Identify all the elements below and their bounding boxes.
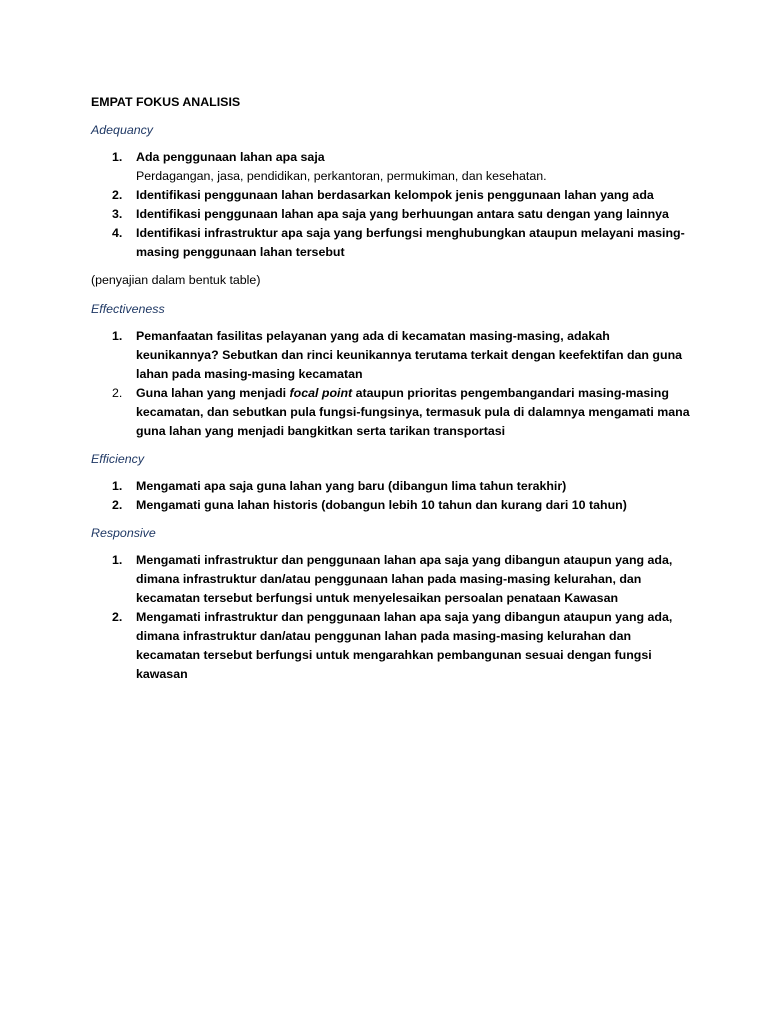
adequancy-note: (penyajian dalam bentuk table) <box>91 273 261 287</box>
list-item-text: Mengamati guna lahan historis (dobangun lebih 10 tahun dan kurang dari 10 tahun) <box>136 498 627 512</box>
list-number: 2. <box>112 610 123 624</box>
section-heading-efficiency: Efficiency <box>91 452 145 466</box>
list-item <box>91 186 691 205</box>
list-item-text: Identifikasi penggunaan lahan apa saja yang berhuungan antara satu dengan yang lainnya <box>136 207 669 221</box>
efficiency-list <box>91 477 691 515</box>
list-item <box>91 148 691 186</box>
list-item-text: Mengamati apa saja guna lahan yang baru (dibangun lima tahun terakhir) <box>136 479 567 493</box>
list-item <box>91 496 691 515</box>
list-item <box>91 477 691 496</box>
list-item <box>91 205 691 224</box>
list-number: 3. <box>112 207 123 221</box>
list-item <box>91 551 691 608</box>
list-number: 2. <box>112 498 123 512</box>
list-number: 2. <box>112 386 123 400</box>
list-number: 1. <box>112 553 123 567</box>
section-heading-responsive: Responsive <box>91 526 156 540</box>
list-item <box>91 224 691 262</box>
list-number: 1. <box>112 479 123 493</box>
list-number: 4. <box>112 226 123 240</box>
list-item-emphasis: focal point <box>289 386 353 400</box>
list-number: 2. <box>112 188 123 202</box>
list-number: 1. <box>112 150 123 164</box>
adequancy-list <box>91 148 691 262</box>
section-heading-adequancy: Adequancy <box>91 123 154 137</box>
list-item-text: Identifikasi penggunaan lahan berdasarkan kelompok jenis penggunaan lahan yang ada <box>136 188 654 202</box>
list-item <box>91 384 691 441</box>
section-heading-effectiveness: Effectiveness <box>91 302 165 316</box>
list-item <box>91 608 691 684</box>
list-item-text: Identifikasi infrastruktur apa saja yang berfungsi menghubungkan ataupun melayani masing-masing penggunaan lahan tersebut <box>136 226 685 259</box>
responsive-list <box>91 551 691 684</box>
list-item-text: Pemanfaatan fasilitas pelayanan yang ada di kecamatan masing-masing, adakah keunikannya? Sebutkan dan rinci keunikannya terutama terkait dengan keefektifan dan guna lahan pada masing-masing kecamatan <box>136 329 683 381</box>
list-item-subtext: Perdagangan, jasa, pendidikan, perkantoran, permukiman, dan kesehatan. <box>136 169 547 183</box>
list-item-text: Guna lahan yang menjadi <box>136 386 290 400</box>
document-title: EMPAT FOKUS ANALISIS <box>91 95 241 109</box>
document-body <box>91 93 691 693</box>
list-item <box>91 327 691 384</box>
list-item-text: Mengamati infrastruktur dan penggunaan lahan apa saja yang dibangun ataupun yang ada, dimana infrastruktur dan/atau penggunan lahan pada masing-masing kelurahan dan kecamatan tersebut berfungsi untuk mengarahkan pembangunan sesuai dengan fungsi kawasan <box>136 610 673 681</box>
list-number: 1. <box>112 329 123 343</box>
list-item-text: Ada penggunaan lahan apa saja <box>136 150 325 164</box>
list-item-text: ataupun prioritas pengembangandari masing-masing kecamatan, dan sebutkan pula fungsi-fungsinya, termasuk pula di dalamnya mengamati mana guna lahan yang menjadi bangkitkan serta tarikan transportasi <box>136 386 690 438</box>
list-item-text: Mengamati infrastruktur dan penggunaan lahan apa saja yang dibangun ataupun yang ada, dimana infrastruktur dan/atau penggunaan lahan pada masing-masing kelurahan, dan kecamatan tersebut berfungsi untuk menyelesaikan persoalan penataan Kawasan <box>136 553 673 605</box>
effectiveness-list <box>91 327 691 441</box>
